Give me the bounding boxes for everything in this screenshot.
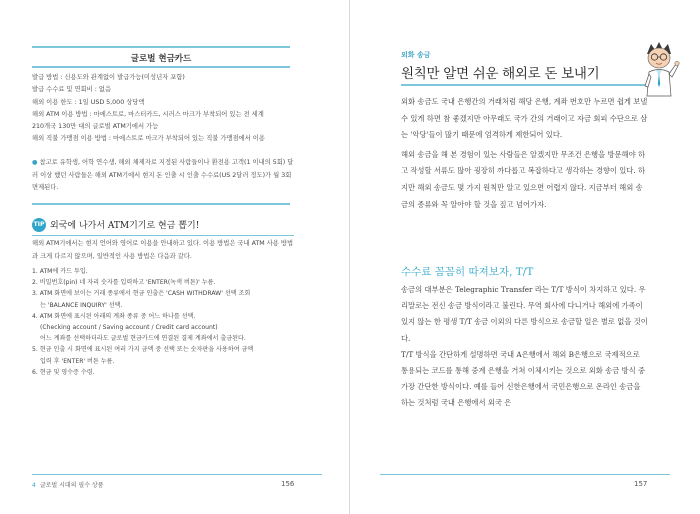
card-info-line: 발급 방법 : 신용도와 관계없이 발급가능(미성년자 포함) [32, 74, 185, 81]
cartoon-banker-mascot-icon [637, 40, 681, 98]
bullet-dot-icon: ● [32, 159, 40, 166]
list-item: (Checking account / Saving account / Credit card account) [40, 324, 218, 332]
box-title: 글로벌 현금카드 [130, 54, 192, 64]
tip-title: 외국에 나가서 ATM기기로 현금 뽑기! [50, 221, 200, 231]
chapter-title: 글로벌 시대의 필수 상품 [39, 482, 104, 489]
tip-header [32, 217, 294, 233]
page-number-left: 156 [281, 480, 295, 488]
tip-description: 해외 ATM기에서는 현지 언어와 영어로 이용을 안내하고 있다. 이용 방법은 국내 ATM 사용 방법과 크게 다르지 않으며, 일반적인 사용 방법은 다음과 같다. [32, 240, 294, 260]
page-number-right: 157 [634, 480, 648, 488]
card-info-line: 해외 ATM 이용 방법 : 마에스트로, 마스터카드, 시러스 마크가 부착되어 있는 전 세계 [32, 110, 264, 118]
note-paragraph [32, 157, 294, 195]
list-item: 4. ATM 화면에 표시된 아래의 계좌 종류 중 어느 하나를 선택. [32, 312, 196, 320]
tt-body-text [401, 282, 649, 412]
card-info-line: 해외 이용 한도 : 1일 USD 5,000 상당액 [32, 98, 145, 106]
box-bottom-rule [32, 203, 290, 205]
footer-rule [32, 474, 322, 475]
paragraph: T/T 방식을 간단하게 설명하면 국내 A은행에서 해외 B은행으로 국제적으로 통용되는 코드를 통해 중계 은행을 거쳐 이체시키는 것으로 외화 송금 방식 중 가장 간단한 방식이다. 예를 들어 신한은행에서 국민은행으로 온라인 송금을 하는 것처럼 국내 은행에서 외국 은 [401, 349, 646, 408]
list-item: 입력 후 'ENTER' 버튼 누름. [40, 357, 115, 365]
atm-steps-list [32, 266, 294, 378]
paragraph: 송금의 대부분은 Telegraphic Transfer 라는 T/T 방식이 차지하고 있다. 우리말로는 전신 송금 방식이라고 불린다. 무역 회사에 다니거나 해외에 가족이 있지 않는 한 평생 T/T 송금 이외의 다른 방식으로 송금할 일은 별로 없을 것이다. [401, 285, 648, 343]
intro-text [401, 94, 649, 216]
chapter-number: 4 [32, 482, 36, 489]
box-top-rule [32, 46, 290, 48]
list-item: 6. 현금 및 영수증 수령. [32, 368, 95, 376]
paragraph: 해외 송금을 해 본 경험이 있는 사람들은 알겠지만 무조건 은행을 방문해야 하고 작성할 서류도 많아 굉장히 까다롭고 복잡하다고 생각하는 경향이 있다. 하지만 해외 송금도 몇 가지 원칙만 알고 있으면 어렵지 않다. 지금부터 해외 송금의 종류와 꼭 알아야 할 것을 짚고 넘어가자. [401, 149, 646, 209]
box-title-rule [32, 66, 290, 68]
title-underline [401, 84, 649, 86]
note-text: 참고로 유학생, 어학 연수생, 해외 체제자로 지정된 사람들이나 환전용 고객(1 이내의 5회) 달러 이상 했던 사람들은 해외 ATM기에서 현지 돈 인출 시 인출 수수료(US 2달러 정도)가 월 3회 면제된다. [32, 159, 294, 191]
section-label: 외화 송금 [401, 51, 431, 59]
list-item: 1. ATM에 카드 투입. [32, 268, 88, 275]
tip-badge: TIP [32, 218, 46, 232]
list-item: 5. 현금 인출 시 화면에 표시된 여러 가지 금액 중 선택 또는 숫자판을 사용하여 금액 [32, 346, 254, 354]
subheading: 수수료 꼼꼼히 따져보자, T/T [401, 266, 534, 278]
paragraph: 외화 송금도 국내 은행간의 거래처럼 해당 은행, 계좌 번호만 누르면 쉽게 보낼 수 있게 하면 참 좋겠지만 아무래도 국가 간의 거래이고 자금 회피 수단으로 삼는 '악당'들이 많기 때문에 엄격하게 제한되어 있다. [401, 97, 648, 140]
card-info-line: 210개국 130만 대의 글로벌 ATM기에서 가능 [32, 123, 159, 131]
footer-rule [380, 474, 670, 475]
card-info-line: 발급 수수료 및 연회비 : 없음 [32, 86, 112, 94]
list-item: 어느 계좌를 선택하더라도 글로벌 현금카드에 연결된 결제 계좌에서 출금된다. [40, 335, 246, 343]
list-item: 3. ATM 화면에 보이는 거래 종류에서 현금 인출은 'CASH WITHDRAW' 선택 조회 [32, 290, 251, 298]
card-info-list [32, 72, 302, 146]
list-item: 2. 비밀번호(pin) 네 자리 숫자를 입력하고 'ENTER(녹색 버튼)' 누름. [32, 279, 216, 287]
card-info-line: 해외 직불 가맹점 이용 방법 : 마에스트로 마크가 부착되어 있는 직불 가맹점에서 이용 [32, 135, 265, 143]
right-page [350, 0, 700, 514]
tip-underline [32, 235, 294, 236]
list-item: 는 'BALANCE INQUIRY' 선택. [40, 301, 123, 309]
section-title: 원칙만 알면 쉬운 해외로 돈 보내기 [401, 66, 600, 82]
footer-chapter [32, 480, 104, 489]
